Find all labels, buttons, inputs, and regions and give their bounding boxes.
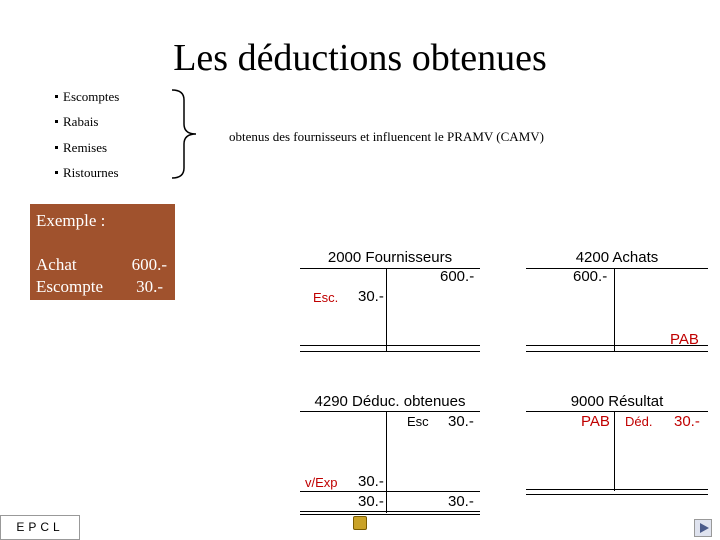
- account-title: 4200 Achats: [575, 249, 659, 266]
- bullet-item: [55, 114, 98, 130]
- page-title: Les déductions obtenues: [173, 37, 547, 79]
- example-box: [30, 204, 175, 300]
- debit-value: 600.-: [573, 268, 608, 285]
- total-debit: 30.-: [358, 493, 384, 510]
- bullet-label: Remises: [63, 140, 108, 155]
- bullet-item: [55, 89, 119, 105]
- debit-label: v/Exp: [305, 475, 338, 490]
- bullet-dot-icon: [55, 146, 58, 149]
- bullet-label: Escomptes: [63, 89, 120, 104]
- example-row-value: 600.-: [131, 255, 167, 274]
- example-row-value: 30.-: [136, 277, 163, 296]
- brace-note: obtenus des fournisseurs et influencent le PRAMV (CAMV): [229, 129, 544, 144]
- bullet-dot-icon: [55, 95, 58, 98]
- bullet-label: Rabais: [63, 114, 99, 129]
- debit-label: PAB: [581, 413, 610, 430]
- bullet-label: Ristournes: [63, 165, 119, 180]
- credit-value: 600.-: [440, 268, 475, 285]
- debit-label: Esc.: [313, 290, 339, 305]
- next-slide-button[interactable]: [694, 519, 712, 537]
- credit-value: 30.-: [674, 413, 700, 430]
- credit-value: 30.-: [448, 413, 474, 430]
- example-heading: Exemple :: [36, 211, 106, 230]
- account-title: 4290 Déduc. obtenues: [314, 393, 466, 410]
- curly-brace-icon: [168, 88, 228, 182]
- debit-value: 30.-: [358, 473, 384, 490]
- credit-label: PAB: [670, 331, 699, 348]
- epcl-logo: EPCL: [0, 515, 80, 540]
- account-title: 9000 Résultat: [570, 393, 664, 410]
- debit-value: 30.-: [358, 288, 384, 305]
- total-credit: 30.-: [448, 493, 474, 510]
- account-title: 2000 Fournisseurs: [327, 249, 453, 266]
- bullet-dot-icon: [55, 171, 58, 174]
- bullet-dot-icon: [55, 120, 58, 123]
- example-row-label: Escompte: [36, 277, 104, 296]
- credit-label: Déd.: [625, 414, 653, 429]
- example-row-label: Achat: [36, 255, 77, 274]
- action-button-icon[interactable]: [353, 516, 367, 530]
- bullet-item: [55, 140, 107, 156]
- bullet-item: [55, 165, 119, 181]
- credit-label: Esc: [407, 414, 429, 429]
